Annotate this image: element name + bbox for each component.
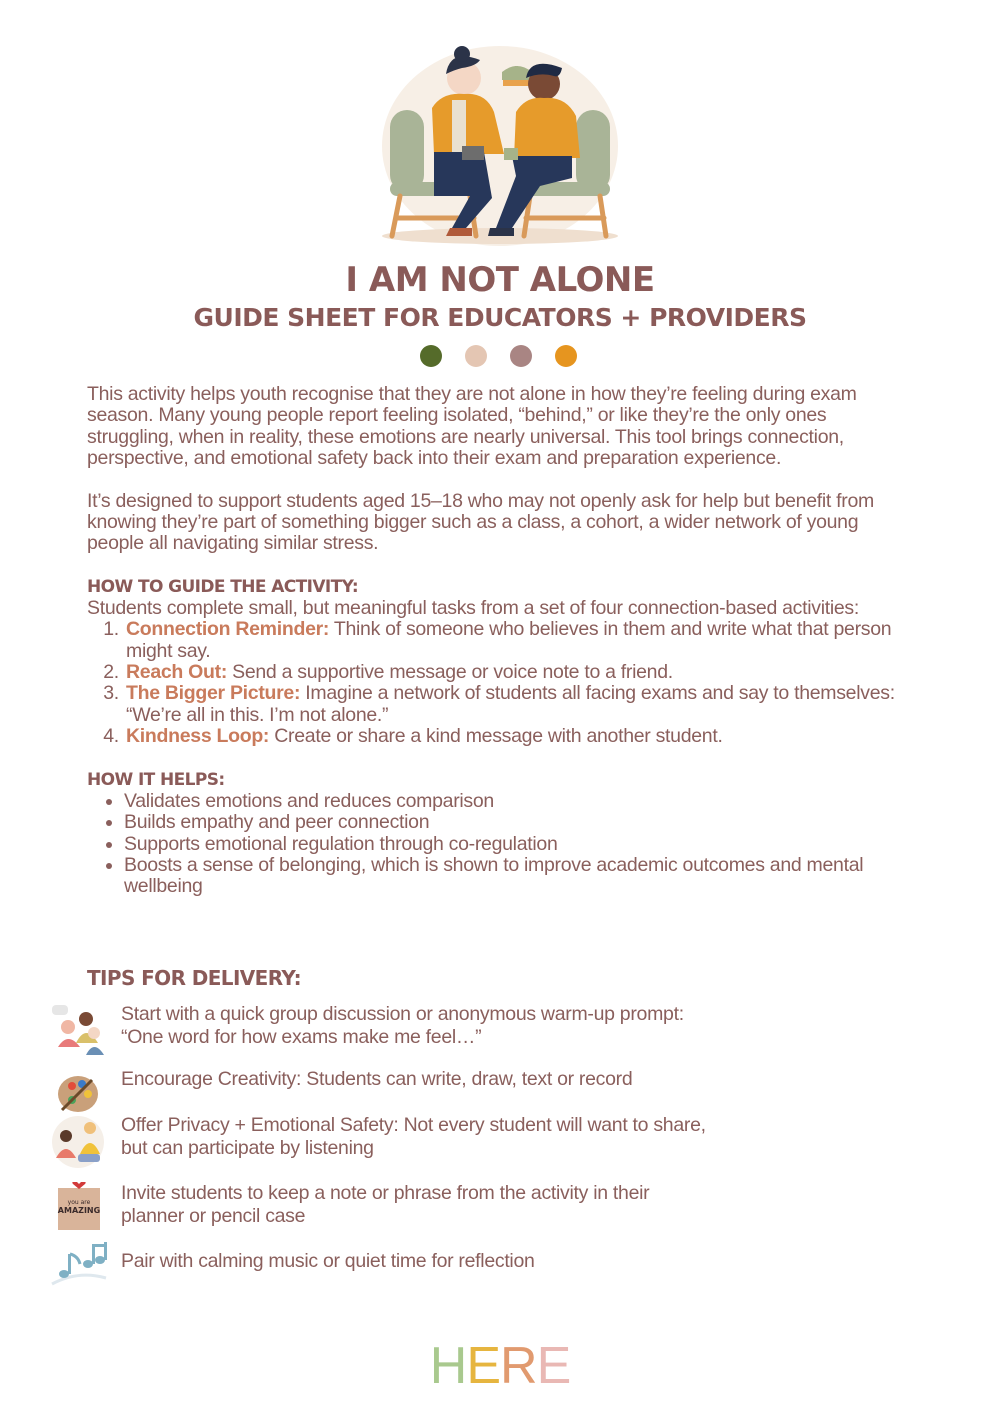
tip-item [48,1114,928,1170]
amazing-note-icon [48,1182,108,1238]
group-discussion-icon [48,1003,108,1059]
intro-paragraph-2: It’s designed to support students aged 15–18 who may not openly ask for help but benefit from knowing they’re part of something bigger such as a class, a cohort, a wider network of young people all navigating similar stress. [87,489,874,555]
step-text: Think of someone who believes in them and write what that person might say. [126,618,892,662]
list-item: • Builds empathy and peer connection [124,812,917,833]
page-title: I AM NOT ALONE [345,260,655,300]
step-text: Send a supportive message or voice note to a friend. [227,661,673,684]
activity-steps [87,619,917,747]
music-notes-icon [48,1240,108,1296]
friends-sharing-icon [48,1114,108,1170]
list-item [124,683,917,726]
tip-line: Offer Privacy + Emotional Safety: Not every student will want to share, [121,1114,706,1136]
list-item: • Boosts a sense of belonging, which is shown to improve academic outcomes and mental wellbeing [124,855,917,898]
intro-paragraph-1: This activity helps youth recognise that they are not alone in how they’re feeling during exam season. Many young people report feeling isolated, “behind,” or like they’re the only ones struggling, when in reality, these emotions are nearly universal. This tool brings connection, perspective, and emotional safety back into their exam and preparation experience. [87,383,857,470]
color-dot-orange [555,345,577,367]
step-title: The Bigger Picture: [126,682,301,705]
tip-line: Start with a quick group discussion or anonymous warm-up prompt: [121,1003,684,1025]
tip-text: Pair with calming music or quiet time for reflection [121,1250,535,1272]
here-logo [0,1336,1000,1396]
helps-heading: HOW IT HELPS: [87,769,225,790]
step-text: Imagine a network of students all facing exams and say to themselves: “We’re all in this. I’m not alone.” [126,682,895,726]
helps-list [87,791,917,898]
two-people-talking-illustration [372,28,628,250]
tip-item [48,1003,928,1059]
tip-item [48,1240,928,1296]
main-content [87,384,917,898]
note-card-word: AMAZING [57,1206,101,1215]
tips-heading: TIPS FOR DELIVERY: [87,966,301,990]
tip-line: planner or pencil case [121,1205,306,1227]
list-item: • Validates emotions and reduces comparison [124,791,917,812]
step-title: Kindness Loop: [126,725,270,748]
guide-lead: Students complete small, but meaningful tasks from a set of four connection-based activities: [87,596,860,619]
logo-letter: E [466,1337,500,1395]
list-item [124,662,917,683]
color-dot-mauve [510,345,532,367]
step-title: Connection Reminder: [126,618,330,641]
list-item: • Supports emotional regulation through co-regulation [124,834,917,855]
logo-letter: H [429,1337,467,1395]
list-item [124,619,917,662]
tip-text [121,1114,841,1160]
page-subtitle: GUIDE SHEET FOR EDUCATORS + PROVIDERS [193,303,807,332]
tip-text: Encourage Creativity: Students can write, draw, text or record [121,1068,633,1090]
step-text: Create or share a kind message with another student. [269,725,723,748]
logo-letter: E [536,1337,571,1395]
step-title: Reach Out: [126,661,228,684]
list-item [124,726,917,747]
color-dot-beige [465,345,487,367]
tip-line: but can participate by listening [121,1137,374,1159]
logo-letter: R [500,1337,537,1395]
tip-line: “One word for how exams make me feel…” [121,1026,482,1048]
tip-text [121,1182,841,1228]
guide-heading: HOW TO GUIDE THE ACTIVITY: [87,576,359,597]
color-dot-green [420,345,442,367]
note-card-text: you are [67,1199,91,1206]
tip-text [121,1003,841,1049]
tip-line: Invite students to keep a note or phrase from the activity in their [121,1182,650,1204]
color-dots [420,345,577,367]
tip-item [48,1182,928,1238]
